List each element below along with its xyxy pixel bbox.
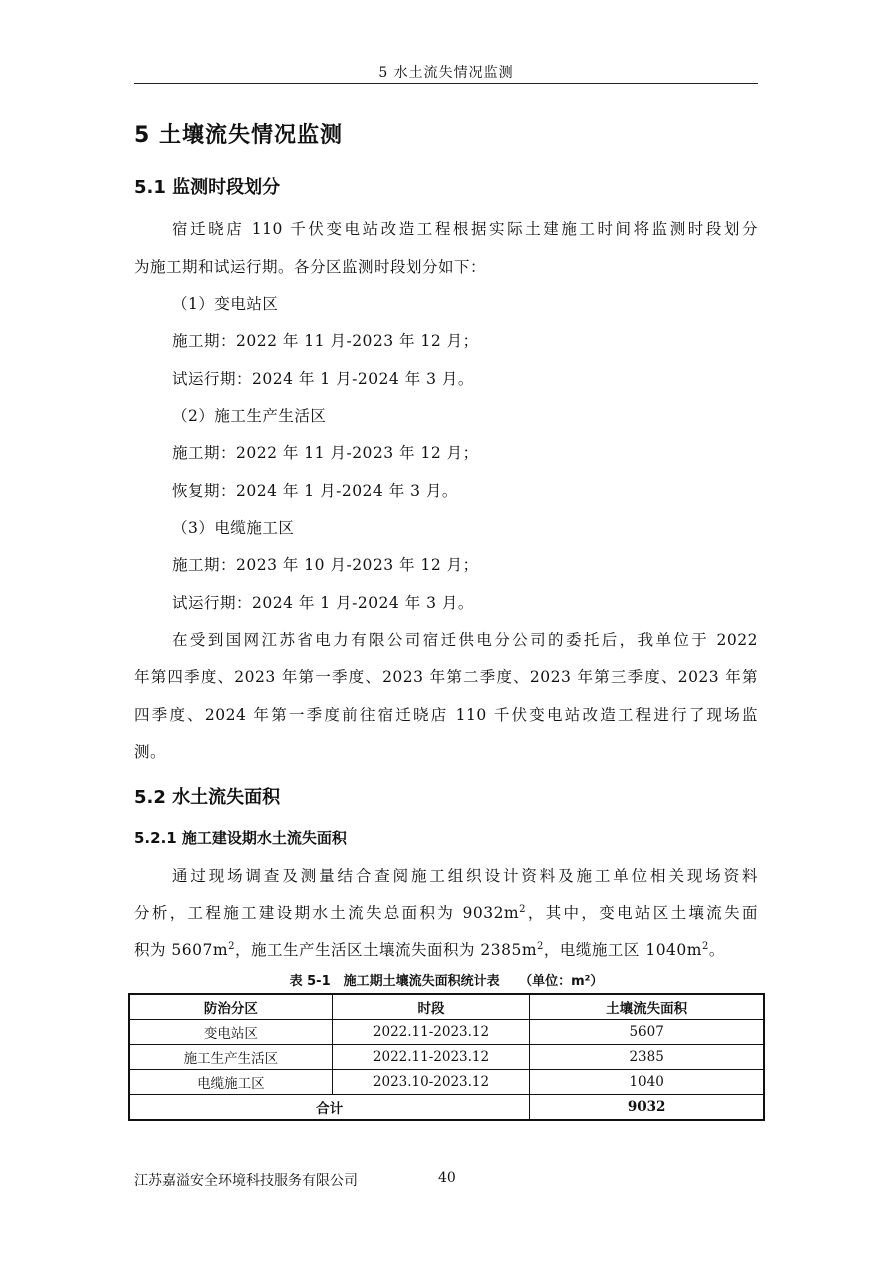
paragraph-line: 为施工期和试运行期。各分区监测时段划分如下： (134, 258, 487, 276)
period-line: 试运行期：2024 年 1 月-2024 年 3 月。 (172, 370, 474, 388)
text-run: 积为 5607m (134, 941, 229, 959)
superscript: 2 (537, 940, 544, 952)
text-run: ，其中，变电站区土壤流失面 (526, 904, 758, 922)
paragraph-line (134, 938, 758, 960)
header-divider (134, 83, 758, 84)
text-run: 。 (708, 941, 725, 959)
text-run: ，电缆施工区 1040m (543, 941, 702, 959)
erosion-area-table (128, 993, 765, 1121)
paragraph-line: 通过现场调查及测量结合查阅施工组织设计资料及施工单位相关现场资料 (172, 867, 758, 885)
table-header-row (129, 994, 764, 1020)
superscript: 2 (519, 903, 526, 915)
period-line: 施工期：2023 年 10 月-2023 年 12 月； (172, 556, 479, 574)
zone-label: （1）变电站区 (172, 295, 279, 313)
section-5-2-title: 5.2 水土流失面积 (134, 787, 281, 808)
period-line: 试运行期：2024 年 1 月-2024 年 3 月。 (172, 594, 474, 612)
period-line: 施工期：2022 年 11 月-2023 年 12 月； (172, 332, 479, 350)
paragraph-line: 测。 (134, 743, 167, 761)
footer-company: 江苏嘉溢安全环境科技服务有限公司 (134, 1173, 358, 1189)
section-5-2-1-title: 5.2.1 施工建设期水土流失面积 (134, 829, 347, 847)
paragraph-line: 四季度、2024 年第一季度前往宿迁晓店 110 千伏变电站改造工程进行了现场监 (134, 706, 758, 724)
paragraph-line: 在受到国网江苏省电力有限公司宿迁供电分公司的委托后，我单位于 2022 (172, 631, 758, 649)
table-caption: 表 5-1 施工期土壤流失面积统计表 （单位：m²） (289, 974, 604, 989)
paragraph-line (134, 901, 758, 923)
paragraph-line: 宿迁晓店 110 千伏变电站改造工程根据实际土建施工时间将监测时段划分 (172, 220, 758, 238)
table-total-row (129, 1095, 764, 1121)
table-row (129, 1070, 764, 1095)
page-number: 40 (438, 1170, 456, 1186)
superscript: 2 (228, 940, 235, 952)
table-cell: 施工生产生活区 (129, 1045, 332, 1070)
table-cell: 1040 (530, 1070, 764, 1095)
column-header: 土壤流失面积 (530, 994, 764, 1020)
text-run: 分析，工程施工建设期水土流失总面积为 9032m (134, 904, 520, 922)
running-header: 5 水土流失情况监测 (378, 65, 514, 81)
table-cell: 2023.10-2023.12 (332, 1070, 529, 1095)
column-header: 时段 (332, 994, 529, 1020)
table-cell: 电缆施工区 (129, 1070, 332, 1095)
table-row (129, 1045, 764, 1070)
text-run: ，施工生产生活区土壤流失面积为 2385m (234, 941, 538, 959)
column-header: 防治分区 (129, 994, 332, 1020)
superscript: 2 (701, 940, 709, 952)
section-5-1-title: 5.1 监测时段划分 (134, 177, 281, 198)
table-cell: 2022.11-2023.12 (332, 1020, 529, 1045)
period-line: 恢复期：2024 年 1 月-2024 年 3 月。 (172, 482, 458, 500)
chapter-title: 5 土壤流失情况监测 (134, 123, 343, 148)
paragraph-line: 年第四季度、2023 年第一季度、2023 年第二季度、2023 年第三季度、2023 年第 (134, 668, 758, 686)
total-label: 合计 (129, 1095, 530, 1121)
table-cell: 2385 (530, 1045, 764, 1070)
period-line: 施工期：2022 年 11 月-2023 年 12 月； (172, 444, 479, 462)
table-cell: 2022.11-2023.12 (332, 1045, 529, 1070)
table-cell: 5607 (530, 1020, 764, 1045)
table-cell: 变电站区 (129, 1020, 332, 1045)
total-value: 9032 (530, 1095, 764, 1121)
zone-label: （3）电缆施工区 (172, 519, 295, 537)
table-row (129, 1020, 764, 1045)
zone-label: （2）施工生产生活区 (172, 407, 327, 425)
